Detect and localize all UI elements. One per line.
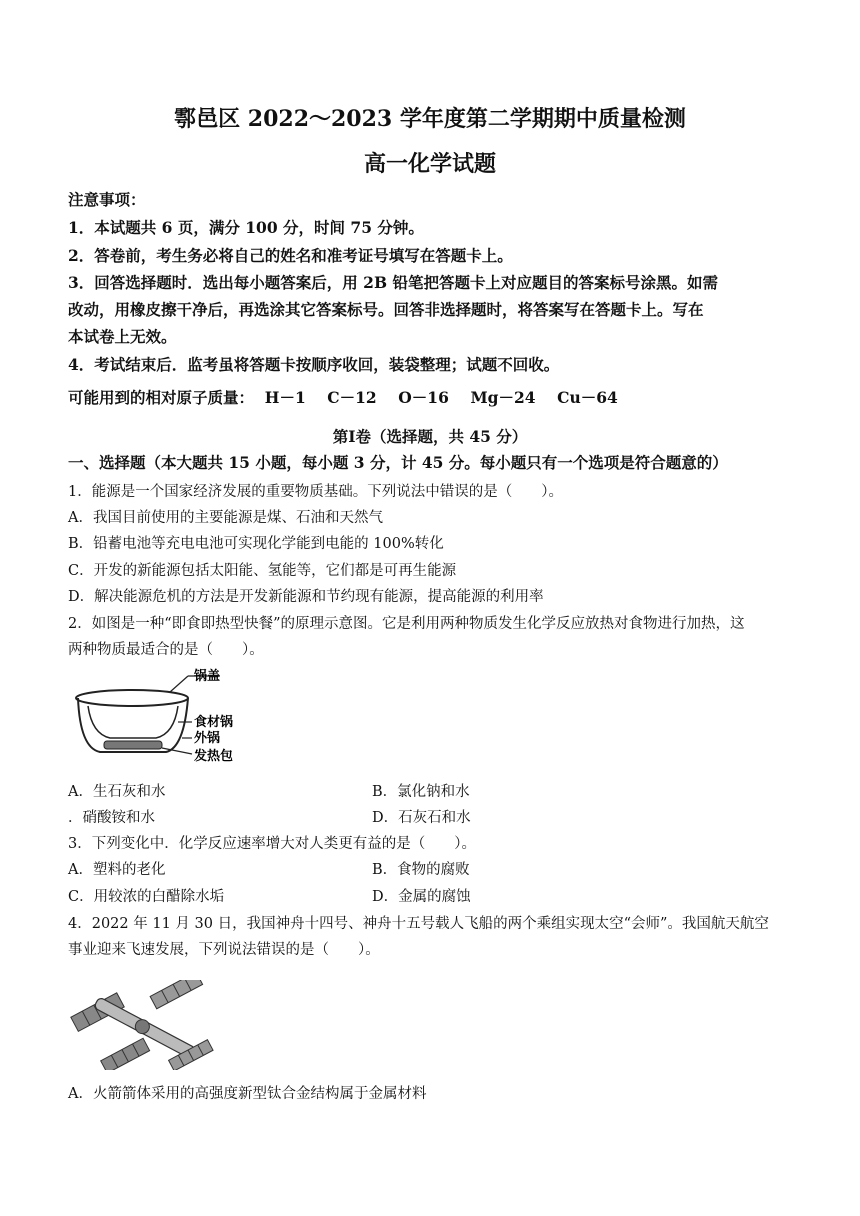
label-heat-pack: 发热包 bbox=[194, 749, 234, 764]
q4-stem-line-1: 4．2022 年 11 月 30 日，我国神舟十四号、神舟十五号载人飞船的两个乘组实现太空“会师”。我国航天航空 bbox=[68, 916, 769, 932]
exam-subtitle: 高一化学试题 bbox=[363, 151, 496, 177]
note-3-line-2: 改动，用橡皮擦干净后，再选涂其它答案标号。回答非选择题时，将答案写在答题卡上。写在 bbox=[68, 300, 704, 319]
note-3-line-3: 本试卷上无效。 bbox=[68, 327, 177, 346]
space-station-figure bbox=[70, 980, 220, 1070]
q1-option-c: C．开发的新能源包括太阳能、氢能等，它们都是可再生能源 bbox=[68, 563, 457, 579]
q1-option-a: A．我国目前使用的主要能源是煤、石油和天然气 bbox=[68, 510, 383, 526]
q3-option-c: C．用较浓的白醋除水垢 bbox=[68, 889, 225, 905]
heating-pot-figure bbox=[70, 668, 250, 768]
notes-heading: 注意事项： bbox=[68, 190, 146, 209]
label-outer-pot: 外锅 bbox=[194, 731, 221, 746]
section-1-title: 第Ⅰ卷（选择题，共 45 分） bbox=[332, 427, 528, 446]
q1-option-d: D．解决能源危机的方法是开发新能源和节约现有能源，提高能源的利用率 bbox=[68, 589, 544, 605]
label-lid: 锅盖 bbox=[194, 669, 221, 684]
note-1: 1．本试题共 6 页，满分 100 分，时间 75 分钟。 bbox=[68, 218, 424, 237]
q1-stem: 1．能源是一个国家经济发展的重要物质基础。下列说法中错误的是（ ）。 bbox=[68, 484, 563, 500]
note-4: 4．考试结束后．监考虽将答题卡按顺序收回，装袋整理；试题不回收。 bbox=[68, 355, 560, 374]
q2-stem-line-1: 2．如图是一种“即食即热型快餐”的原理示意图。它是利用两种物质发生化学反应放热对食物进行加热，这 bbox=[68, 616, 745, 632]
q3-option-d: D．金属的腐蚀 bbox=[372, 889, 471, 905]
section-1-heading: 一、选择题（本大题共 15 小题，每小题 3 分，计 45 分。每小题只有一个选项是符合题意的） bbox=[68, 453, 728, 472]
exam-title: 鄠邑区 2022～2023 学年度第二学期期中质量检测 bbox=[174, 106, 686, 132]
q2-stem-line-2: 两种物质最适合的是（ ）。 bbox=[68, 642, 264, 658]
q4-stem-line-2: 事业迎来飞速发展，下列说法错误的是（ ）。 bbox=[68, 942, 380, 958]
q3-option-a: A．塑料的老化 bbox=[68, 862, 166, 878]
q1-option-b: B．铅蓄电池等充电电池可实现化学能到电能的 100%转化 bbox=[68, 536, 444, 552]
note-2: 2．答卷前，考生务必将自己的姓名和准考证号填写在答题卡上。 bbox=[68, 246, 513, 265]
q4-option-a: A．火箭箭体采用的高强度新型钛合金结构属于金属材料 bbox=[68, 1086, 427, 1102]
atomic-masses: 可能用到的相对原子质量： H－1 C－12 O－16 Mg－24 Cu－64 bbox=[68, 388, 618, 407]
q3-option-b: B．食物的腐败 bbox=[372, 862, 470, 878]
q2-option-c: ．硝酸铵和水 bbox=[68, 810, 155, 826]
q2-option-d: D．石灰石和水 bbox=[372, 810, 471, 826]
label-food-pot: 食材锅 bbox=[194, 715, 234, 730]
q2-option-b: B．氯化钠和水 bbox=[372, 784, 470, 800]
q2-option-a: A．生石灰和水 bbox=[68, 784, 166, 800]
note-3-line-1: 3．回答选择题时．选出每小题答案后，用 2B 铅笔把答题卡上对应题目的答案标号涂黑。如需 bbox=[68, 273, 718, 292]
q3-stem: 3．下列变化中．化学反应速率增大对人类更有益的是（ ）。 bbox=[68, 836, 476, 852]
